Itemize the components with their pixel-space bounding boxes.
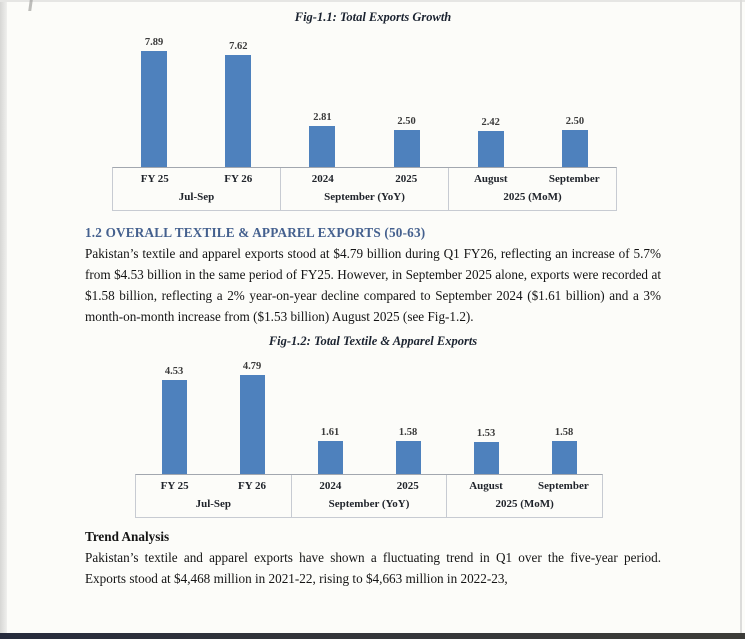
bar-value-label: 4.79 [242, 360, 262, 372]
section-1-2-paragraph: Pakistan’s textile and apparel exports stood at $4.79 billion during Q1 FY26, reflecting an increase of 5.7% from $4.53 billion in the same period of FY25. However, in September 2025 alone, exports were recorded at $1.58 billion, reflecting a 2% year-on-year decline compared to September 2024 ($1.61 billion) and a 3% month-on-month increase from ($1.53 billion) August 2025 (see Fig-1.2). [85, 246, 661, 325]
bar [318, 441, 343, 474]
bar-column [365, 35, 449, 167]
page-bottom-strip [0, 633, 745, 639]
axis-category-row [281, 168, 448, 185]
bar [562, 130, 588, 167]
scan-artifact [28, 0, 33, 11]
figure-1-2-plot-area [135, 358, 603, 474]
axis-group-label: 2025 (MoM) [495, 498, 554, 511]
axis-group-label: September (YoY) [328, 498, 410, 511]
axis-group [136, 475, 291, 517]
page-right-edge [740, 0, 742, 639]
trend-analysis-paragraph: Pakistan’s textile and apparel exports have shown a fluctuating trend in Q1 over the five-year period. Exports stood at $4,468 million in 2021-22, rising to $4,663 million in 2022-23, [85, 550, 661, 587]
bar-value-label: 2.42 [481, 116, 500, 128]
bar-column [196, 35, 280, 167]
bar [309, 126, 335, 167]
bar-column [280, 35, 364, 167]
bar-value-label: 1.53 [476, 427, 496, 439]
bar [162, 380, 187, 474]
bar-value-label: 1.61 [320, 426, 340, 438]
bar-column [213, 358, 291, 474]
bar-group [135, 358, 291, 474]
axis-category-row [113, 168, 280, 185]
bar-column [447, 358, 525, 474]
bar-value-label: 7.89 [144, 36, 164, 48]
bar-column [291, 358, 369, 474]
axis-category-row [447, 475, 602, 492]
axis-group [446, 475, 602, 517]
axis-category-label: 2024 [319, 480, 342, 493]
bar-value-label: 4.53 [164, 365, 184, 377]
axis-category-row [136, 475, 291, 492]
axis-category-label: FY 26 [224, 173, 253, 185]
axis-category-label: August [473, 173, 508, 185]
bar-value-label: 2.81 [313, 111, 332, 123]
bar-column [369, 358, 447, 474]
figure-1-2-chart [135, 358, 603, 518]
figure-1-1-x-axis [112, 167, 617, 211]
bar [394, 130, 420, 167]
bar-value-label: 1.58 [554, 426, 574, 438]
bar-column [112, 35, 196, 167]
bar-group [112, 35, 280, 167]
figure-1-1-chart [112, 35, 617, 211]
axis-group-label: September (YoY) [324, 191, 405, 204]
axis-group-label: 2025 (MoM) [503, 191, 562, 204]
axis-category-label: 2025 [395, 173, 418, 185]
axis-category-label: September [538, 480, 589, 493]
figure-1-2-title: Fig-1.2: Total Textile & Apparel Exports [268, 334, 478, 349]
figure-1-2 [85, 334, 661, 518]
bar [474, 442, 499, 474]
bar [552, 441, 577, 474]
axis-category-label: 2025 [396, 480, 419, 493]
axis-group [280, 168, 448, 210]
bar-column [525, 358, 603, 474]
axis-group [448, 168, 616, 210]
bar [225, 55, 251, 167]
axis-category-row [292, 475, 447, 492]
bar-value-label: 2.50 [565, 115, 585, 127]
axis-category-label: FY 25 [160, 480, 189, 493]
axis-category-label: September [548, 173, 600, 185]
figure-1-1 [85, 10, 661, 211]
bar [240, 375, 265, 474]
figure-1-1-title: Fig-1.1: Total Exports Growth [294, 10, 452, 24]
bar [478, 131, 504, 167]
bar-value-label: 2.50 [397, 115, 416, 127]
page-top-edge [0, 0, 745, 2]
page-content [85, 6, 661, 589]
bar-group [447, 358, 603, 474]
bar-column [449, 35, 533, 167]
bar-column [135, 358, 213, 474]
section-1-2-heading: 1.2 OVERALL TEXTILE & APPAREL EXPORTS (50-63) [85, 225, 426, 241]
axis-category-label: 2024 [311, 173, 334, 185]
figure-1-1-plot-area [112, 35, 617, 167]
trend-analysis-heading: Trend Analysis [85, 529, 170, 545]
bar [141, 51, 167, 167]
figure-1-2-x-axis [135, 474, 603, 518]
bar-group [449, 35, 617, 167]
bar-column [533, 35, 617, 167]
page-left-edge [0, 0, 7, 639]
axis-group [113, 168, 280, 210]
axis-category-label: FY 26 [238, 480, 267, 493]
bar-value-label: 7.62 [229, 40, 248, 52]
bar-group [280, 35, 448, 167]
axis-group-label: Jul-Sep [178, 191, 215, 204]
bar [396, 441, 421, 474]
axis-category-row [449, 168, 616, 185]
axis-group-label: Jul-Sep [195, 498, 232, 511]
axis-group [291, 475, 447, 517]
axis-category-label: August [469, 480, 503, 493]
bar-value-label: 1.58 [398, 426, 418, 438]
bar-group [291, 358, 447, 474]
axis-category-label: FY 25 [140, 173, 169, 185]
